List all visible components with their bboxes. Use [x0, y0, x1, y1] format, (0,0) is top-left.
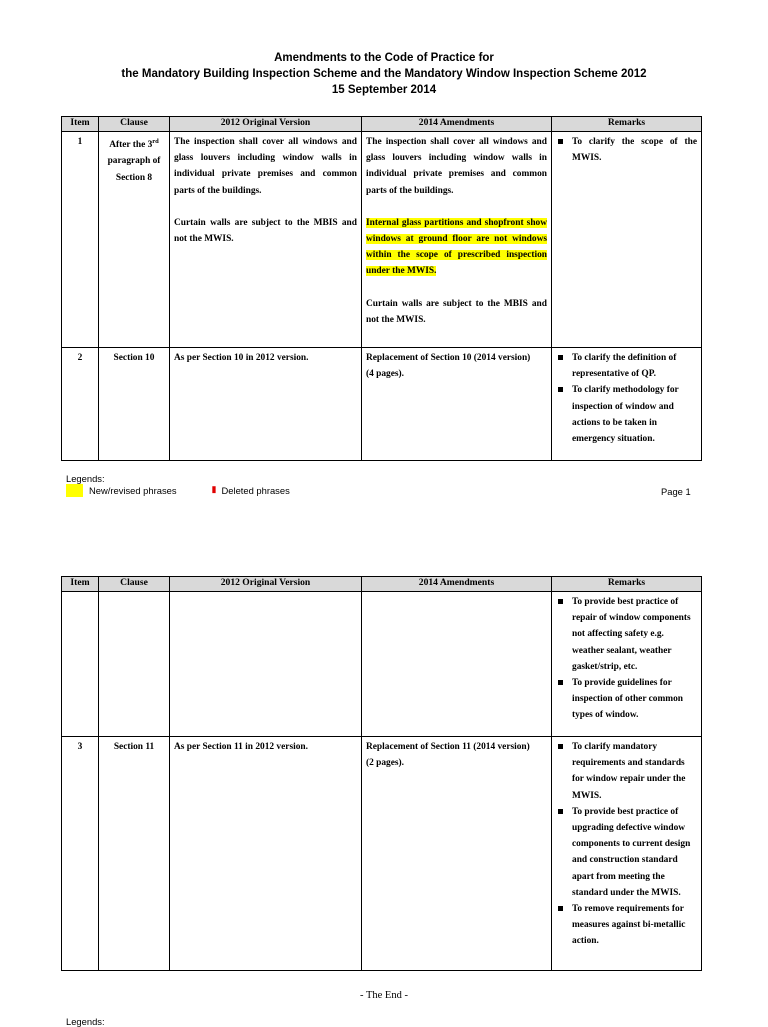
table-row: [62, 132, 702, 348]
table-header-row: [62, 577, 702, 592]
original-paragraph: Curtain walls are subject to the MBIS and not the MWIS.: [174, 217, 357, 245]
remark-text: To clarify methodology for inspection of window and actions to be taken in emergency situation.: [572, 385, 679, 445]
cell-clause: [99, 132, 170, 348]
square-bullet-icon: [558, 355, 563, 360]
legend-heading: Legends:: [66, 473, 105, 484]
document-title-line-1: Amendments to the Code of Practice for: [274, 52, 494, 64]
header-clause: Clause: [99, 117, 170, 132]
cell-remarks: [552, 592, 702, 737]
cell-clause: [99, 592, 170, 737]
remarks-list: [556, 134, 697, 166]
list-item: [556, 594, 697, 675]
cell-original-version: As per Section 10 in 2012 version.: [170, 348, 362, 461]
header-remarks: Remarks: [552, 577, 702, 592]
page-number: Page 1: [661, 486, 691, 497]
remark-text: To clarify the scope of the MWIS.: [572, 137, 697, 164]
table-row: [62, 592, 702, 737]
square-bullet-icon: [558, 744, 563, 749]
end-marker: - The End -: [360, 990, 408, 1001]
table-header-row: [62, 117, 702, 132]
cell-remarks: [552, 737, 702, 971]
document-title-line-2: the Mandatory Building Inspection Scheme and the Mandatory Window Inspection Scheme 2012: [121, 68, 647, 80]
legend-new-revised-label: New/revised phrases: [89, 485, 177, 496]
amendment-line: Replacement of Section 10 (2014 version): [366, 353, 531, 363]
header-clause: Clause: [99, 577, 170, 592]
square-bullet-icon: [558, 387, 563, 392]
original-paragraph: The inspection shall cover all windows and glass louvers including window walls in individual private premises and common parts of the buildings.: [174, 137, 357, 196]
list-item: [556, 901, 697, 950]
new-revised-swatch: [66, 484, 83, 497]
new-revised-phrase-highlight: Internal glass partitions and shopfront show windows at ground floor are not windows within the scope of prescribed inspection under the MWIS.: [366, 217, 547, 277]
amendments-table-page-1: [61, 116, 702, 461]
remark-text: To provide best practice of repair of window components not affecting safety e.g. weather sealant, weather gasket/strip, etc.: [572, 597, 691, 672]
cell-amendments: [362, 737, 552, 971]
list-item: [556, 382, 697, 447]
square-bullet-icon: [558, 139, 563, 144]
cell-remarks: [552, 348, 702, 461]
remarks-list: [556, 739, 697, 950]
legend-heading: Legends:: [66, 1016, 105, 1027]
paragraph-gap: [366, 199, 547, 215]
remark-text: To remove requirements for measures against bi-metallic action.: [572, 904, 686, 947]
amendment-line: Replacement of Section 11 (2014 version): [366, 742, 530, 752]
document-date: 15 September 2014: [331, 84, 437, 96]
remarks-list: [556, 594, 697, 724]
amendment-paragraph-highlighted: [366, 215, 547, 280]
remark-text: To provide best practice of upgrading defective window components to current design and construction standard apart from meeting the standard under the MWIS.: [572, 806, 691, 898]
cell-item: [62, 592, 99, 737]
paragraph-gap: [366, 280, 547, 296]
amendment-line: (4 pages).: [366, 369, 405, 380]
list-item: [556, 134, 697, 166]
deleted-phrase-marker-icon: ▮: [211, 484, 217, 494]
header-item: Item: [62, 117, 99, 132]
table-row: [62, 737, 702, 971]
clause-line: paragraph of: [107, 156, 161, 167]
amendment-paragraph: The inspection shall cover all windows and glass louvers including window walls in individual private premises and common parts of the buildings.: [366, 137, 547, 196]
square-bullet-icon: [558, 680, 563, 685]
clause-superscript: rd: [152, 138, 159, 145]
header-original-version: 2012 Original Version: [170, 577, 362, 592]
list-item: [556, 739, 697, 804]
cell-amendments: [362, 348, 552, 461]
list-item: [556, 675, 697, 724]
header-amendments: 2014 Amendments: [362, 577, 552, 592]
remarks-list: [556, 350, 697, 447]
amendment-line: (2 pages).: [366, 758, 405, 769]
remark-text: To clarify mandatory requirements and standards for window repair under the MWIS.: [572, 742, 686, 801]
clause-line: [103, 134, 165, 153]
header-original-version: 2012 Original Version: [170, 117, 362, 132]
amendment-paragraph: Curtain walls are subject to the MBIS and not the MWIS.: [366, 298, 547, 325]
list-item: [556, 804, 697, 901]
table-row: [62, 348, 702, 461]
cell-item: 2: [62, 348, 99, 461]
legend-deleted-label: Deleted phrases: [221, 485, 290, 496]
remark-text: To clarify the definition of representative of QP.: [572, 353, 677, 380]
header-remarks: Remarks: [552, 117, 702, 132]
square-bullet-icon: [558, 906, 563, 911]
header-amendments: 2014 Amendments: [362, 117, 552, 132]
cell-item: 1: [62, 132, 99, 348]
cell-original-version: [170, 132, 362, 348]
remark-text: To provide guidelines for inspection of other common types of window.: [572, 678, 684, 721]
list-item: [556, 350, 697, 382]
header-item: Item: [62, 577, 99, 592]
paragraph-gap: [174, 199, 357, 215]
cell-item: 3: [62, 737, 99, 971]
cell-clause: Section 10: [99, 348, 170, 461]
cell-amendments: [362, 132, 552, 348]
cell-clause: Section 11: [99, 737, 170, 971]
square-bullet-icon: [558, 809, 563, 814]
legend-entries: [66, 484, 290, 497]
cell-remarks: [552, 132, 702, 348]
cell-original-version: [170, 592, 362, 737]
clause-text: After the 3: [109, 140, 153, 151]
amendments-table-page-2: [61, 576, 702, 971]
clause-line: Section 8: [115, 172, 153, 183]
cell-original-version: As per Section 11 in 2012 version.: [170, 737, 362, 971]
square-bullet-icon: [558, 599, 563, 604]
cell-amendments: [362, 592, 552, 737]
